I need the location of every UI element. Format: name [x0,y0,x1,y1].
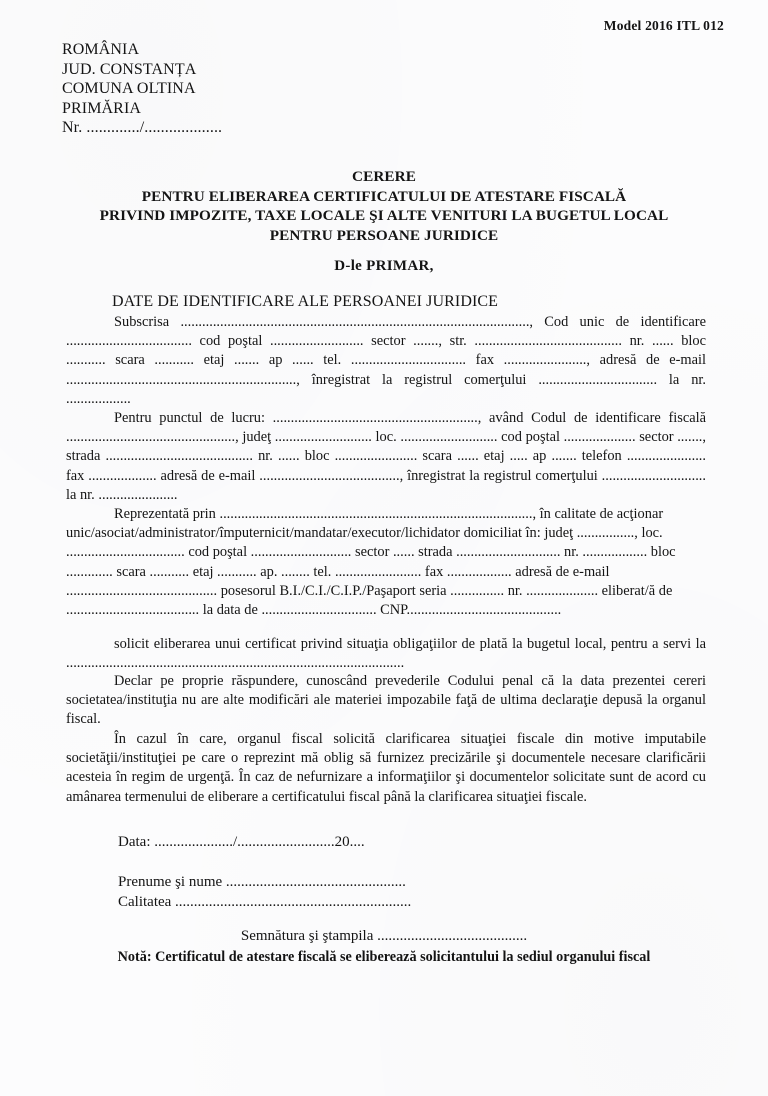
country-label: ROMÂNIA [62,41,140,58]
request-group-declaration [66,672,706,730]
salutation-line: D-le PRIMAR, [334,258,434,274]
organization-header [62,40,222,138]
institution-label: PRIMĂRIA [62,99,142,117]
name-field-line[interactable]: Prenume şi nume ................................................ [118,874,406,890]
paragraph-declaratie: Declar pe proprie răspundere, cunoscând prevederile Codului penal că la data prezentei cereri societatea/instituţia nu are alte modificări ale materiei impozabile faţă de ultima declaraţie depusă la organul fiscal. [66,673,706,728]
footer-note: Notă: Certificatul de atestare fiscală se eliberează solicitantului la sediul organului fiscal [117,949,651,965]
request-group-clarification [66,730,706,807]
paragraph-clarificare: În cazul în care, organul fiscal solicită clarificarea situaţiei fiscale din motive imputabile societăţii/instituţiei pe care o reprezint mă oblig să furnizez precizările şi documentele necesare clarificării acesteia în regim de urgenţă. În caz de nefurnizare a informaţiilor şi documentelor solicitate sunt de acord cu amânarea termenului de eliberare a certificatului fiscal până la clarificarea situaţiei fiscale. [66,731,706,805]
commune-label: COMUNA OLTINA [62,80,196,97]
model-code-label: Model 2016 ITL 012 [603,18,724,33]
paragraph-subscrisa[interactable]: Subscrisa ................................................................................................., Cod unic de identificare ................................... cod poştal .......................... sector ......., str. ......................................... nr. ...... bloc ........... scara ........... etaj ....... ap ...... tel. ................................ fax ......................., adresă de e-mail ................................................................, înregistrat la registrul comerţului ................................. la nr. .................. [66,314,706,407]
quality-field-line[interactable]: Calitatea ............................................................... [118,894,412,910]
identification-body [66,313,706,620]
title-line-4: PENTRU PERSOANE JURIDICE [269,226,499,244]
title-line-1: CERERE [352,168,416,185]
request-group-solicit [66,635,706,673]
section-heading-identification: DATE DE IDENTIFICARE ALE PERSOANEI JURIDICE [112,293,499,310]
paragraph-solicit-eliberarea[interactable]: solicit eliberarea unui certificat privind situaţia obligaţiilor de plată la bugetul local, pentru a servi la .............................................................................................. [66,636,706,672]
county-label: JUD. CONSTANȚA [62,60,197,78]
document-title [50,167,718,245]
signature-field-line[interactable]: Semnătura şi ştampila ........................................ [240,928,528,944]
title-line-2: PENTRU ELIBERAREA CERTIFICATULUI DE ATESTARE FISCALĂ [141,187,627,205]
signer-block [118,872,411,912]
date-field-line[interactable]: Data: ...................../..........................20.... [118,834,365,850]
title-line-3: PRIVIND IMPOZITE, TAXE LOCALE ŞI ALTE VENITURI LA BUGETUL LOCAL [99,207,669,224]
paragraph-reprezentata-prin[interactable]: Reprezentată prin ......................................................................................., în calitate de acţionar unic/asociat/administrator/împuternicit/mandatar/executor/lichidator domiciliat în: judeţ ................, loc. ................................. cod poştal ............................ sector ...... strada ............................. nr. .................. bloc ............. scara ........... etaj ........... ap. ........ tel. ........................ fax .................. adresă de e-mail .......................................... posesorul B.I./C.I./C.I.P./Paşaport seria ............... nr. .................... eliberat/ă de ..................................... la data de ................................ CNP........................................... [66,506,676,619]
paragraph-punct-de-lucru[interactable]: Pentru punctul de lucru: ........................................................., având Codul de identificare fiscală ..............................................., judeţ ........................... loc. ........................... cod poştal .................... sector ......., strada ......................................... nr. ...... bloc ....................... scara ...... etaj ..... ap ....... telefon ...................... fax ................... adresă de e-mail ......................................., înregistrat la registrul comerţului ............................. la nr. ...................... [66,410,706,503]
registry-number-field[interactable]: Nr. ............./................... [62,119,223,136]
